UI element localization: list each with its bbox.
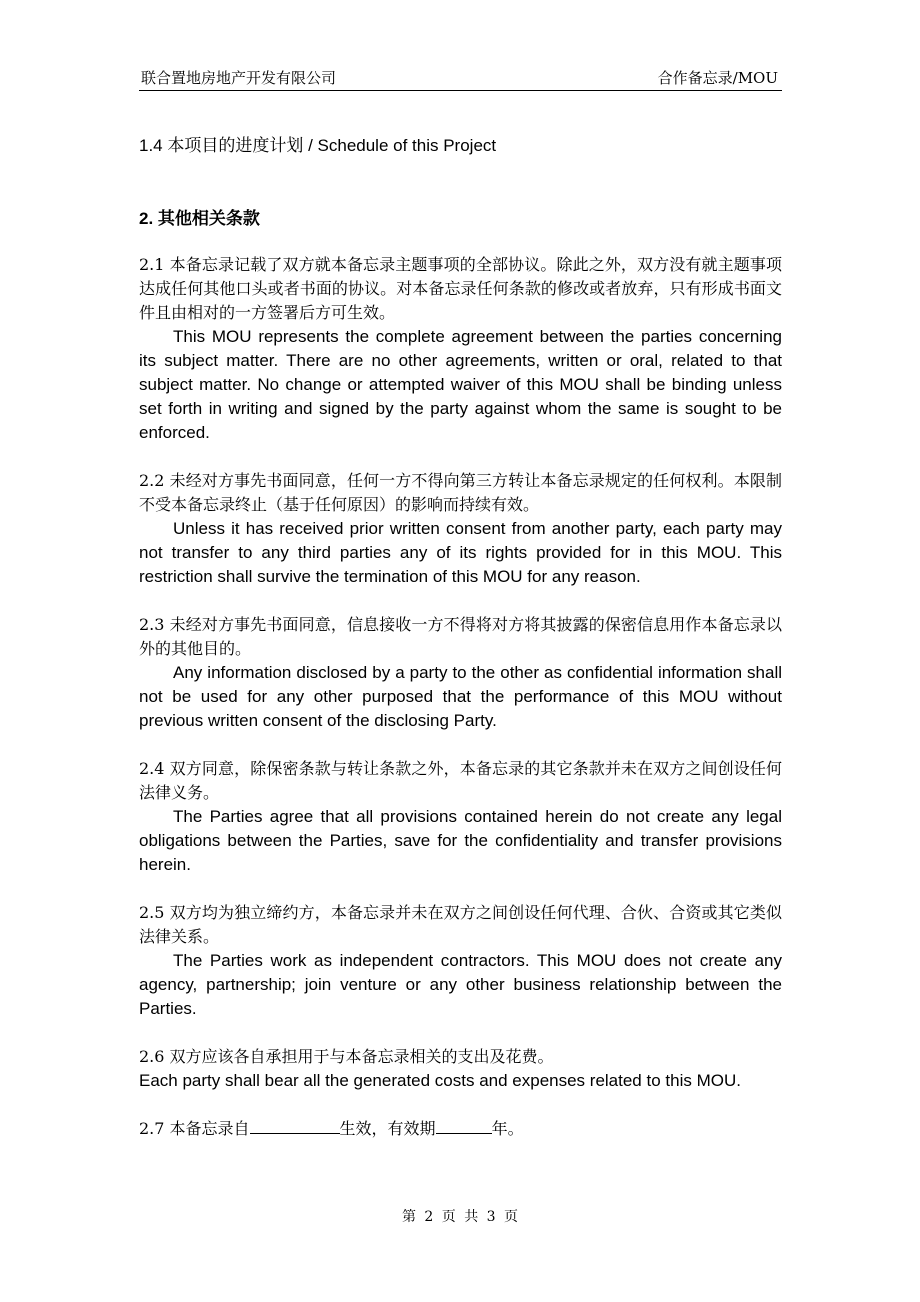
effective-date-blank[interactable]	[250, 1119, 340, 1134]
section-2-heading: 2. 其他相关条款	[139, 209, 260, 228]
clause-2-1-en: This MOU represents the complete agreement between the parties concerning its subject matter. There are no other agreements, written or oral, related to that subject matter. No change or attempted waiver of this MOU shall be binding unless set forth in writing and signed by the party against whom the same is sought to be enforced.	[139, 327, 782, 442]
clause-2-7-middle: 生效，有效期	[339, 1119, 436, 1138]
clause-2-5	[139, 901, 782, 1021]
clause-2-6	[139, 1045, 782, 1093]
footer-page-number: 2	[424, 1209, 434, 1225]
clause-2-7	[139, 1117, 782, 1141]
clause-2-5-en: The Parties work as independent contractors. This MOU does not create any agency, partnership; join venture or any other business relationship between the Parties.	[139, 951, 782, 1018]
footer-ye2: 页	[504, 1209, 519, 1225]
clause-2-3-en: Any information disclosed by a party to the other as confidential information shall not be used for any other purposed that the performance of this MOU without previous written consent of the disclosing Party.	[139, 663, 782, 730]
document-body	[139, 134, 782, 1141]
clause-2-4-cn: 2.4 双方同意，除保密条款与转让条款之外，本备忘录的其它条款并未在双方之间创设任何法律义务。	[139, 759, 782, 802]
clause-2-4-en: The Parties agree that all provisions contained herein do not create any legal obligations between the Parties, save for the confidentiality and transfer provisions herein.	[139, 807, 782, 874]
footer-total-pages: 3	[486, 1209, 496, 1225]
company-name: 联合置地房地产开发有限公司	[141, 69, 337, 87]
validity-years-blank[interactable]	[436, 1119, 492, 1134]
page-header	[139, 64, 782, 91]
clause-2-3-cn: 2.3 未经对方事先书面同意，信息接收一方不得将对方将其披露的保密信息用作本备忘录以外的其他目的。	[139, 615, 782, 658]
clause-2-2-cn: 2.2 未经对方事先书面同意，任何一方不得向第三方转让本备忘录规定的任何权利。本限制不受本备忘录终止（基于任何原因）的影响而持续有效。	[139, 471, 782, 514]
clause-2-7-suffix: 年。	[491, 1119, 524, 1138]
clause-2-1-cn: 2.1 本备忘录记载了双方就本备忘录主题事项的全部协议。除此之外，双方没有就主题事项达成任何其他口头或者书面的协议。对本备忘录任何条款的修改或者放弃，只有形成书面文件且由相对的一方签署后方可生效。	[139, 255, 782, 322]
clause-2-4	[139, 757, 782, 877]
clause-2-6-en: Each party shall bear all the generated costs and expenses related to this MOU.	[139, 1071, 741, 1090]
page-footer	[0, 1206, 920, 1226]
clause-2-7-line	[139, 1117, 782, 1141]
document-title: 合作备忘录/MOU	[657, 69, 778, 87]
clause-2-3	[139, 613, 782, 733]
clause-2-5-cn: 2.5 双方均为独立缔约方，本备忘录并未在双方之间创设任何代理、合伙、合资或其它类似法律关系。	[139, 903, 782, 946]
clause-2-1	[139, 253, 782, 445]
clause-2-6-cn: 2.6 双方应该各自承担用于与本备忘录相关的支出及花费。	[139, 1047, 554, 1066]
clause-2-7-prefix: 2.7 本备忘录自	[139, 1119, 250, 1138]
clause-2-2	[139, 469, 782, 589]
footer-di: 第	[401, 1209, 416, 1225]
footer-gong: 共	[464, 1209, 479, 1225]
section-1-4-title: 1.4 本项目的进度计划 / Schedule of this Project	[139, 136, 497, 155]
clause-2-2-en: Unless it has received prior written consent from another party, each party may not transfer to any third parties any of its rights provided for in this MOU. This restriction shall survive the termination of this MOU for any reason.	[139, 519, 782, 586]
footer-ye: 页	[441, 1209, 456, 1225]
